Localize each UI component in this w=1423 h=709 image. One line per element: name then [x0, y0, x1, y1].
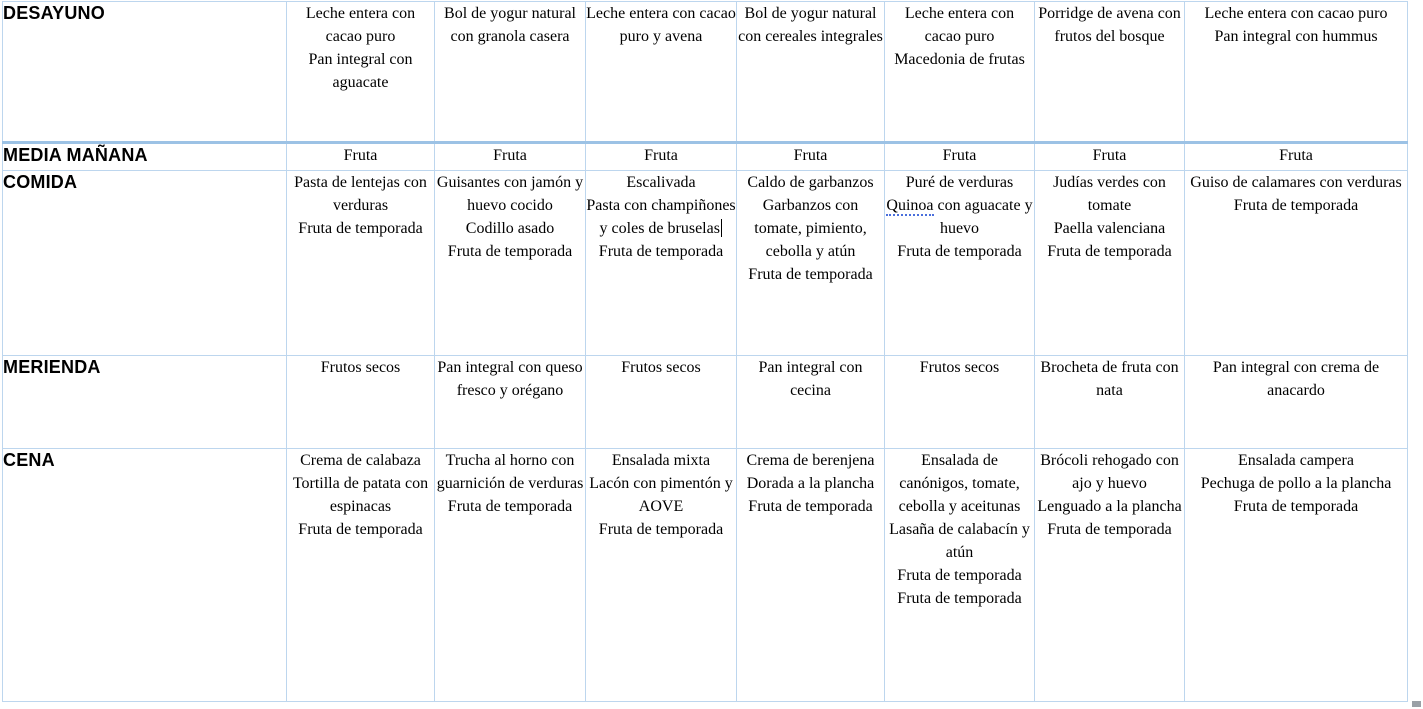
menu-item: Fruta de temporada	[447, 498, 573, 515]
row-media-ma-ana	[3, 143, 1408, 171]
menu-item: Lasaña de calabacín y atún	[889, 521, 1030, 561]
menu-item: Paella valenciana	[1053, 220, 1166, 237]
cell-cena-day-1[interactable]	[287, 449, 435, 702]
cell-merienda-day-4[interactable]	[737, 356, 885, 449]
menu-item: Pan integral con cecina	[758, 359, 863, 399]
cell-media-ma-ana-day-7[interactable]	[1185, 143, 1408, 171]
cell-cena-day-5[interactable]	[885, 449, 1035, 702]
spellcheck-underlined-word: Quinoa	[886, 197, 934, 214]
cell-cena-day-2[interactable]	[435, 449, 586, 702]
cell-desayuno-day-1[interactable]	[287, 2, 435, 143]
cell-cena-day-7[interactable]	[1185, 449, 1408, 702]
cell-media-ma-ana-day-1[interactable]	[287, 143, 435, 171]
menu-item: Fruta de temporada	[298, 220, 423, 237]
menu-item: Pan integral con queso fresco y orégano	[437, 359, 583, 399]
menu-item: Fruta de temporada	[1047, 243, 1172, 260]
cell-media-ma-ana-day-4[interactable]	[737, 143, 885, 171]
cell-media-ma-ana-day-3[interactable]	[586, 143, 737, 171]
cell-desayuno-day-7[interactable]	[1185, 2, 1408, 143]
menu-item: Fruta de temporada	[447, 243, 573, 260]
menu-item: Brócoli rehogado con ajo y huevo	[1040, 452, 1179, 492]
cell-desayuno-day-6[interactable]	[1035, 2, 1185, 143]
menu-item: Brocheta de fruta con nata	[1040, 359, 1179, 399]
menu-item: Bol de yogur natural con cereales integrales	[738, 5, 883, 45]
menu-item: Judías verdes con tomate	[1053, 174, 1166, 214]
menu-item: Pan integral con crema de anacardo	[1212, 359, 1380, 399]
row-label: MEDIA MAÑANA	[3, 145, 148, 165]
menu-item: Ensalada mixta	[611, 452, 711, 469]
cell-cena-day-3[interactable]	[586, 449, 737, 702]
menu-item: Fruta	[343, 147, 378, 164]
menu-item: Ensalada campera	[1238, 452, 1354, 469]
menu-item: Fruta de temporada	[897, 567, 1022, 584]
row-label-cell-desayuno[interactable]	[3, 2, 287, 143]
row-comida	[3, 171, 1408, 356]
menu-item: Ensalada de canónigos, tomate, cebolla y aceitunas	[898, 452, 1021, 515]
menu-item: Lenguado a la plancha	[1037, 498, 1182, 515]
menu-item: Pan integral con hummus	[1214, 28, 1378, 45]
cell-media-ma-ana-day-5[interactable]	[885, 143, 1035, 171]
menu-item: Pechuga de pollo a la plancha	[1200, 475, 1392, 492]
cell-merienda-day-5[interactable]	[885, 356, 1035, 449]
menu-item: Fruta de temporada	[298, 521, 423, 538]
menu-item: Guiso de calamares con verduras	[1190, 174, 1402, 191]
menu-item: Frutos secos	[320, 359, 401, 376]
cell-desayuno-day-3[interactable]	[586, 2, 737, 143]
menu-item: Fruta de temporada	[748, 266, 873, 283]
row-label: MERIENDA	[3, 357, 101, 377]
row-label-cell-cena[interactable]	[3, 449, 287, 702]
menu-item: Quinoa con aguacate y huevo	[886, 197, 1033, 237]
menu-item: Garbanzos con tomate, pimiento, cebolla y atún	[754, 197, 867, 260]
table-resize-handle[interactable]	[1412, 701, 1421, 707]
menu-item: Fruta de temporada	[598, 243, 724, 260]
menu-item: Tortilla de patata con espinacas	[292, 475, 429, 515]
row-merienda	[3, 356, 1408, 449]
cell-comida-day-1[interactable]	[287, 171, 435, 356]
menu-item: Leche entera con cacao puro	[305, 5, 416, 45]
cell-cena-day-4[interactable]	[737, 449, 885, 702]
menu-item: Leche entera con cacao puro	[904, 5, 1015, 45]
menu-item: Bol de yogur natural con granola casera	[444, 5, 576, 45]
cell-comida-day-3[interactable]	[586, 171, 737, 356]
menu-item: Frutos secos	[919, 359, 1000, 376]
menu-item: Fruta de temporada	[897, 590, 1022, 607]
cell-comida-day-6[interactable]	[1035, 171, 1185, 356]
menu-item: Fruta	[793, 147, 828, 164]
meal-plan-table	[2, 1, 1408, 702]
cell-merienda-day-1[interactable]	[287, 356, 435, 449]
cell-media-ma-ana-day-6[interactable]	[1035, 143, 1185, 171]
menu-item: Crema de berenjena	[746, 452, 875, 469]
menu-item: Leche entera con cacao puro	[1204, 5, 1388, 22]
menu-item: Pasta de lentejas con verduras	[294, 174, 427, 214]
menu-item: Fruta	[942, 147, 977, 164]
menu-item: Lacón con pimentón y AOVE	[589, 475, 733, 515]
row-label-cell-merienda[interactable]	[3, 356, 287, 449]
cell-desayuno-day-4[interactable]	[737, 2, 885, 143]
menu-item: Dorada a la plancha	[746, 475, 875, 492]
menu-item: Fruta	[1279, 147, 1313, 164]
cell-merienda-day-6[interactable]	[1035, 356, 1185, 449]
cell-media-ma-ana-day-2[interactable]	[435, 143, 586, 171]
menu-item: Fruta de temporada	[1233, 498, 1359, 515]
menu-item: Frutos secos	[621, 359, 701, 376]
menu-item: Pasta con champiñones y coles de bruselas	[586, 197, 736, 237]
cell-merienda-day-7[interactable]	[1185, 356, 1408, 449]
menu-item: Fruta de temporada	[1047, 521, 1172, 538]
row-cena	[3, 449, 1408, 702]
row-label-cell-media-ma-ana[interactable]	[3, 143, 287, 171]
cell-desayuno-day-2[interactable]	[435, 2, 586, 143]
row-label: DESAYUNO	[3, 3, 105, 23]
cell-comida-day-7[interactable]	[1185, 171, 1408, 356]
cell-merienda-day-2[interactable]	[435, 356, 586, 449]
menu-item: Fruta de temporada	[897, 243, 1022, 260]
row-desayuno	[3, 2, 1408, 143]
cell-desayuno-day-5[interactable]	[885, 2, 1035, 143]
menu-item: Fruta	[644, 147, 678, 164]
menu-item: Puré de verduras	[905, 174, 1014, 191]
cell-comida-day-5[interactable]	[885, 171, 1035, 356]
cell-cena-day-6[interactable]	[1035, 449, 1185, 702]
cell-merienda-day-3[interactable]	[586, 356, 737, 449]
menu-item: Crema de calabaza	[300, 452, 421, 469]
menu-item: Fruta de temporada	[598, 521, 724, 538]
text-cursor	[721, 219, 723, 237]
menu-item: Fruta de temporada	[748, 498, 873, 515]
row-label: CENA	[3, 450, 55, 470]
row-label-cell-comida[interactable]	[3, 171, 287, 356]
menu-item: Fruta de temporada	[1233, 197, 1359, 214]
menu-item: Fruta	[493, 147, 527, 164]
menu-item: Fruta	[1092, 147, 1127, 164]
menu-item: Trucha al horno con guarnición de verduras	[436, 452, 584, 492]
menu-item: Codillo asado	[465, 220, 555, 237]
cell-comida-day-4[interactable]	[737, 171, 885, 356]
menu-item: Macedonia de frutas	[894, 51, 1025, 68]
menu-item: Leche entera con cacao puro y avena	[586, 5, 736, 45]
menu-item: Guisantes con jamón y huevo cocido	[436, 174, 584, 214]
cell-comida-day-2[interactable]	[435, 171, 586, 356]
menu-item: Escalivada	[626, 174, 696, 191]
menu-item: Caldo de garbanzos	[747, 174, 874, 191]
menu-item: Porridge de avena con frutos del bosque	[1038, 5, 1181, 45]
menu-item: Pan integral con aguacate	[308, 51, 413, 91]
row-label: COMIDA	[3, 172, 78, 192]
